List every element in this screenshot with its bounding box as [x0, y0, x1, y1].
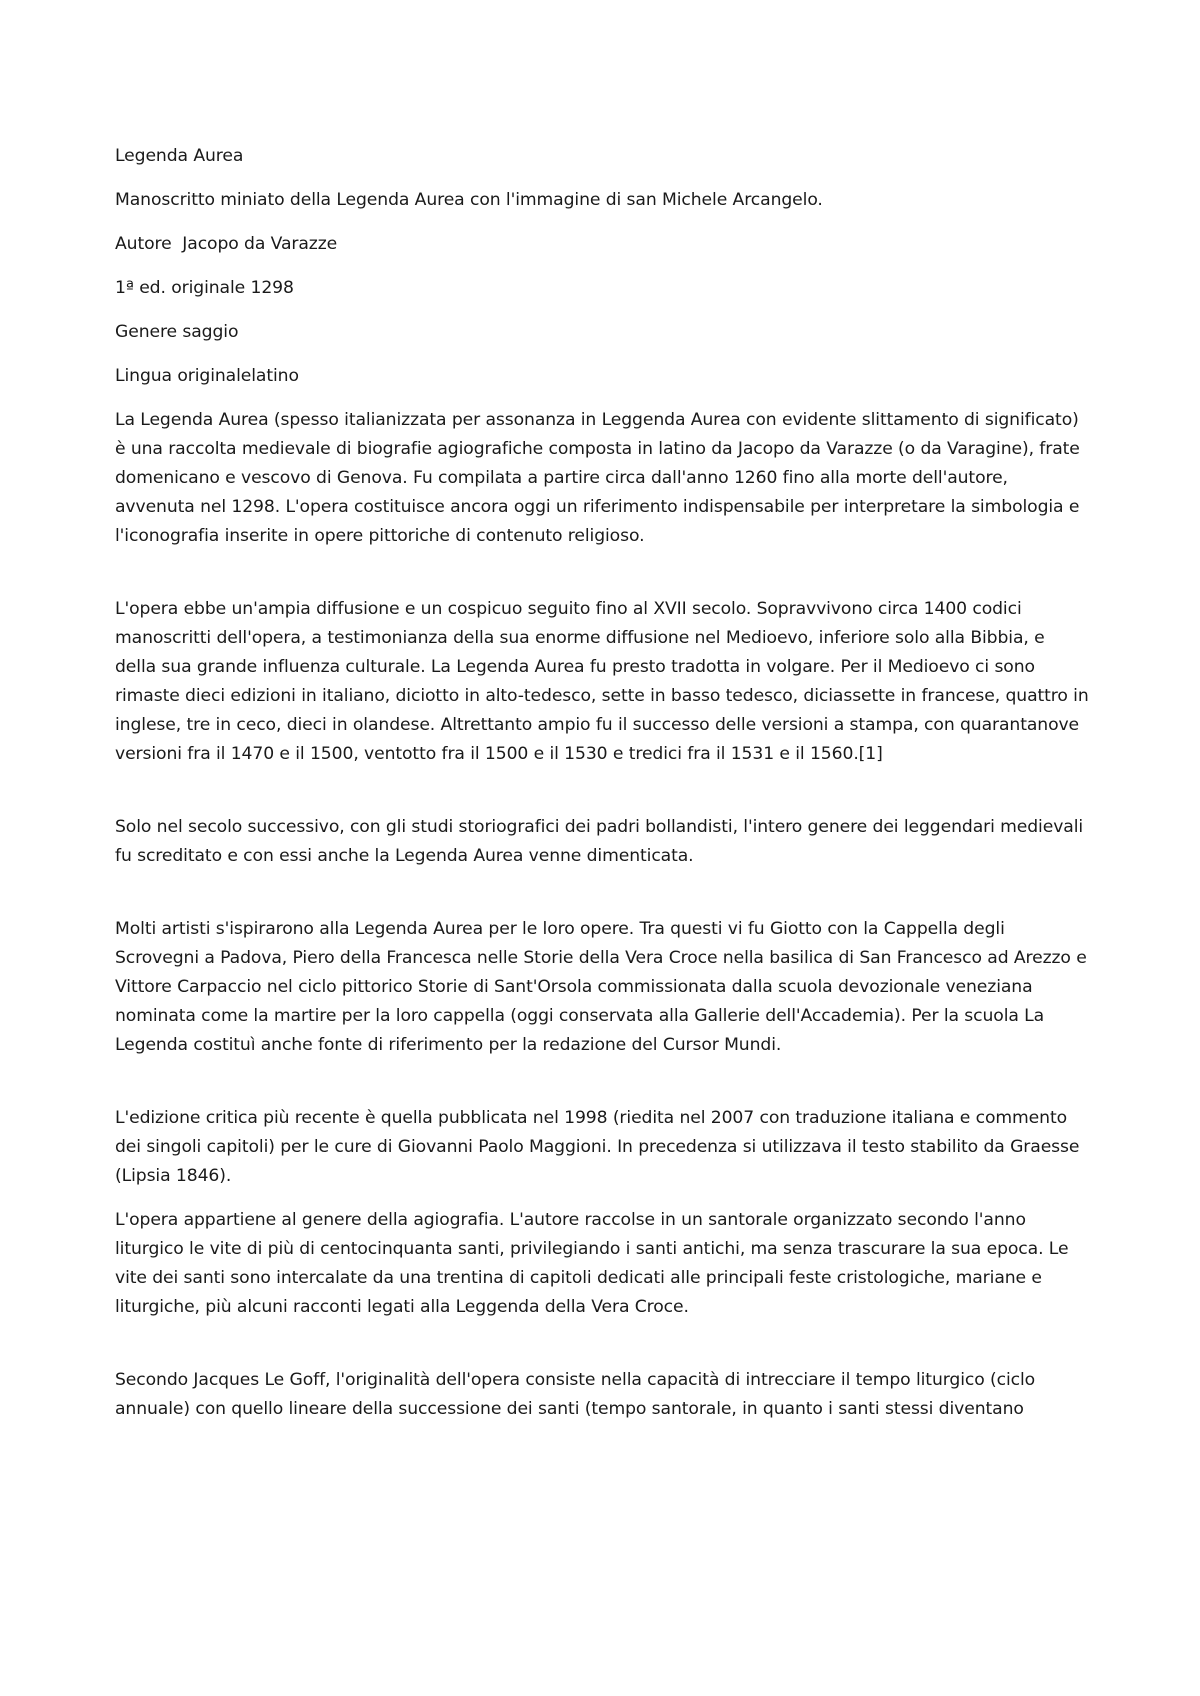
paragraph-diffusion: L'opera ebbe un'ampia diffusione e un cospicuo seguito fino al XVII secolo. Sopravvivono circa 1400 codici manoscritti dell'opera, a testimonianza della sua enorme diffusione nel Medioevo, inferiore solo alla Bibbia, e della sua grande influenza culturale. La Legenda Aurea fu presto tradotta in volgare. Per il Medioevo ci sono rimaste dieci edizioni in italiano, diciotto in alto-tedesco, sette in basso tedesco, diciassette in francese, quattro in inglese, tre in ceco, dieci in olandese. Altrettanto ampio fu il successo delle versioni a stampa, con quarantanove versioni fra il 1470 e il 1500, ventotto fra il 1500 e il 1530 e tredici fra il 1531 e il 1560.[1]	[115, 599, 1089, 764]
document-title: Legenda Aurea	[115, 146, 244, 166]
paragraph-critical-edition: L'edizione critica più recente è quella pubblicata nel 1998 (riedita nel 2007 con traduzione italiana e commento dei singoli capitoli) per le cure di Giovanni Paolo Maggioni. In precedenza si utilizzava il testo stabilito da Graesse (Lipsia 1846).	[115, 1108, 1080, 1186]
paragraph-discredit: Solo nel secolo successivo, con gli studi storiografici dei padri bollandisti, l'intero genere dei leggendari medievali fu screditato e con essi anche la Legenda Aurea venne dimenticata.	[115, 817, 1084, 866]
author-line: Autore Jacopo da Varazze	[115, 234, 338, 254]
image-caption: Manoscritto miniato della Legenda Aurea con l'immagine di san Michele Arcangelo.	[115, 190, 823, 210]
document-page	[115, 142, 1090, 1439]
paragraph-le-goff: Secondo Jacques Le Goff, l'originalità dell'opera consiste nella capacità di intrecciare il tempo liturgico (ciclo annuale) con quello lineare della successione dei santi (tempo santorale, in quanto i santi stessi diventano	[115, 1370, 1036, 1419]
paragraph-artists: Molti artisti s'ispirarono alla Legenda Aurea per le loro opere. Tra questi vi fu Giotto con la Cappella degli Scrovegni a Padova, Piero della Francesca nelle Storie della Vera Croce nella basilica di San Francesco ad Arezzo e Vittore Carpaccio nel ciclo pittorico Storie di Sant'Orsola commissionata dalla scuola devozionale veneziana nominata come la martire per la loro cappella (oggi conservata alla Gallerie dell'Accademia). Per la scuola La Legenda costituì anche fonte di riferimento per la redazione del Cursor Mundi.	[115, 919, 1087, 1055]
paragraph-intro: La Legenda Aurea (spesso italianizzata per assonanza in Leggenda Aurea con evidente slittamento di significato) è una raccolta medievale di biografie agiografiche composta in latino da Jacopo da Varazze (o da Varagine), frate domenicano e vescovo di Genova. Fu compilata a partire circa dall'anno 1260 fino alla morte dell'autore, avvenuta nel 1298. L'opera costituisce ancora oggi un riferimento indispensabile per interpretare la simbologia e l'iconografia inserite in opere pittoriche di contenuto religioso.	[115, 410, 1080, 546]
paragraph-hagiography: L'opera appartiene al genere della agiografia. L'autore raccolse in un santorale organizzato secondo l'anno liturgico le vite di più di centocinquanta santi, privilegiando i santi antichi, ma senza trascurare la sua epoca. Le vite dei santi sono intercalate da una trentina di capitoli dedicati alle principali feste cristologiche, mariane e liturgiche, più alcuni racconti legati alla Leggenda della Vera Croce.	[115, 1210, 1069, 1317]
language-line: Lingua originalelatino	[115, 366, 299, 386]
edition-line: 1ª ed. originale 1298	[115, 278, 294, 298]
genre-line: Genere saggio	[115, 322, 239, 342]
